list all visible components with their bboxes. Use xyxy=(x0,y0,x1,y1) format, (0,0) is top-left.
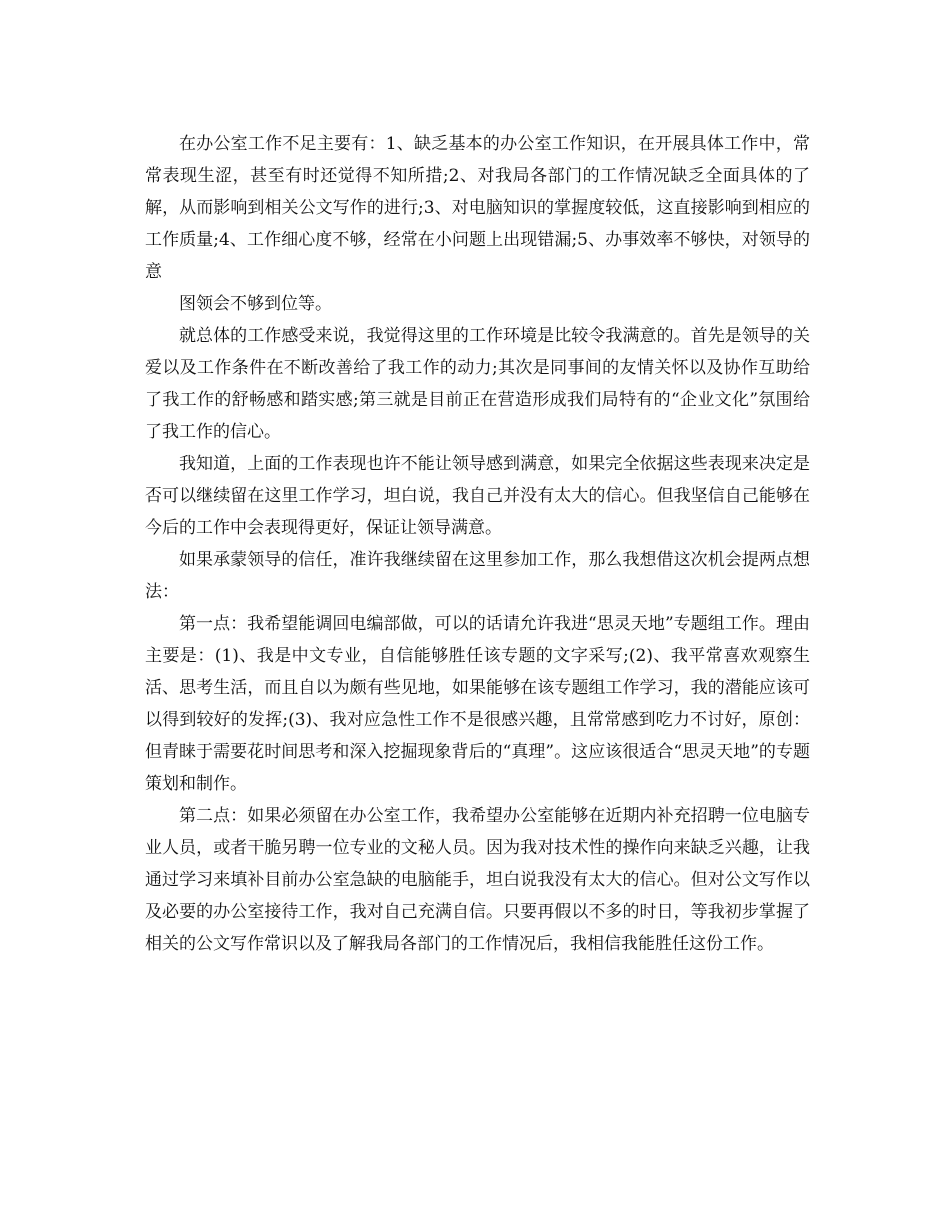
paragraph-work-feelings: 就总体的工作感受来说，我觉得这里的工作环境是比较令我满意的。首先是领导的关爱以及工作条件在不断改善给了我工作的动力;其次是同事间的友情关怀以及协作互助给了我工作的舒畅感和踏实感;第三就是目前正在营造形成我们局特有的“企业文化”氛围给了我工作的信心。 xyxy=(145,326,810,442)
paragraph-first-proposal: 第一点：我希望能调回电编部做，可以的话请允许我进“思灵天地”专题组工作。理由主要是：(1)、我是中文专业，自信能够胜任该专题的文字采写;(2)、我平常喜欢观察生活、思考生活，而且自以为颇有些见地，如果能够在该专题组工作学习，我的潜能应该可以得到较好的发挥;(3)、我对应急性工作不是很感兴趣，且常常感到吃力不讨好，原创： 但青睐于需要花时间思考和深入挖掘现象背后的“真理”。这应该很适合“思灵天地”的专题策划和制作。 xyxy=(145,614,810,794)
paragraph-shortcomings-continued: 图领会不够到位等。 xyxy=(179,294,332,314)
paragraph-self-assessment: 我知道，上面的工作表现也许不能让领导感到满意，如果完全依据这些表现来决定是否可以继续留在这里工作学习，坦白说，我自己并没有太大的信心。但我坚信自己能够在今后的工作中会表现得更好，保证让领导满意。 xyxy=(145,454,810,538)
paragraph-proposals-intro: 如果承蒙领导的信任，准许我继续留在这里参加工作，那么我想借这次机会提两点想法： xyxy=(145,550,810,602)
paragraph-second-proposal: 第二点：如果必须留在办公室工作，我希望办公室能够在近期内补充招聘一位电脑专业人员，或者干脆另聘一位专业的文秘人员。因为我对技术性的操作向来缺乏兴趣，让我通过学习来填补目前办公室急缺的电脑能手，坦白说我没有太大的信心。但对公文写作以及必要的办公室接待工作，我对自己充满自信。只要再假以不多的时日，等我初步掌握了相关的公文写作常识以及了解我局各部门的工作情况后，我相信我能胜任这份工作。 xyxy=(145,806,810,954)
paragraph-work-shortcomings: 在办公室工作不足主要有：1、缺乏基本的办公室工作知识，在开展具体工作中，常常表现生涩，甚至有时还觉得不知所措;2、对我局各部门的工作情况缺乏全面具体的了解，从而影响到相关公文写作的进行;3、对电脑知识的掌握度较低，这直接影响到相应的工作质量;4、工作细心度不够，经常在小问题上出现错漏;5、办事效率不够快，对领导的意 xyxy=(145,134,810,282)
document-body xyxy=(145,128,810,960)
